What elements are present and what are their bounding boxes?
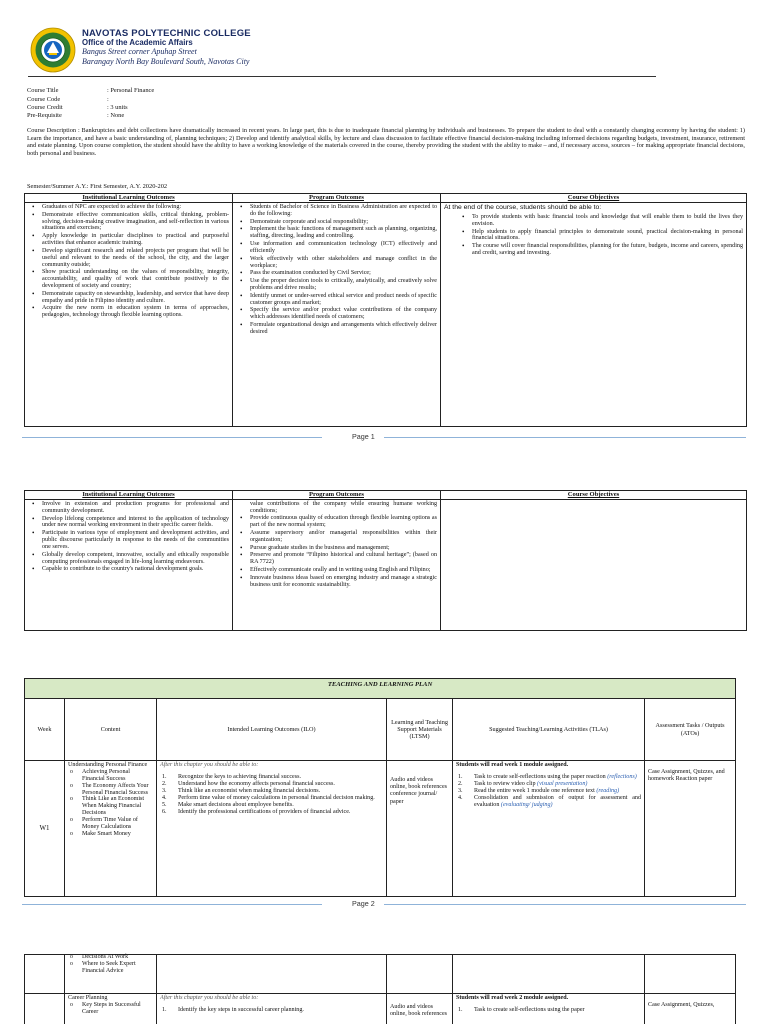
ilo-intro: After this chapter you should be able to: [160, 762, 259, 768]
college-seal-logo [30, 27, 76, 73]
ilo-header: Intended Learning Outcomes (ILO) [157, 699, 387, 761]
list-item: 2. Task to review video clip (visual presentation) [458, 781, 588, 788]
ilo-intro: After this chapter you should be able to: [160, 995, 259, 1001]
content-title: Career Planning [68, 995, 108, 1001]
ltsm-cell: Audio and videos online, book references [387, 994, 453, 1024]
course-credit-row [27, 104, 128, 112]
list-item: • Help students to apply financial principles to demonstrate sound, practical decision-making in personal financial situations. [458, 229, 743, 243]
ilo-cell [157, 994, 387, 1024]
at-cell: Case Assignment, Quizzes, and homework Reaction paper [645, 761, 736, 897]
list-item: • Work effectively with other stakeholders and manage conflict in the workplace; [236, 256, 437, 270]
page-separator-1 [22, 434, 746, 442]
co-cell-empty [441, 500, 747, 631]
at-header: Assessment Tasks / Outputs (ATOs) [645, 699, 736, 761]
ilo-cell [157, 761, 387, 897]
tla-header: Suggested Teaching/Learning Activities (TLAs) [453, 699, 645, 761]
list-item: • Graduates of NPC are expected to achieve the following: [28, 204, 229, 211]
list-item: 1. Recognize the keys to achieving financial success. [162, 774, 302, 781]
course-title-label: Course Title [27, 87, 59, 94]
list-item: 2. Understand how the economy affects personal financial success. [162, 781, 335, 788]
list-item: • Innovate business ideas based on emerging industry and manage a strategic business unit for economic sustainability. [236, 575, 437, 589]
list-item: • Show practical understanding on the values of responsibility, integrity, accountability, and quality of work that contribute positively to the development of society and country; [28, 269, 229, 289]
page-number: Page 2 [352, 899, 375, 908]
list-item: • Globally develop competent, innovative, socially and ethically responsible computing professionals engaged in life-long learning endeavours. [28, 552, 229, 566]
outcomes-table-page1 [24, 193, 747, 427]
po-list [236, 515, 437, 588]
list-item: 1. Task to create self-reflections using the paper [458, 1007, 585, 1014]
content-list [68, 954, 153, 974]
tla-cell [453, 955, 645, 994]
co-intro: At the end of the course, students should be able to: [444, 204, 602, 211]
list-item: • Formulate organizational design and arrangements which effectively deliver desired [236, 322, 437, 336]
ltsm-header: Learning and Teaching Support Materials (LTSM) [387, 699, 453, 761]
list-item: 3. Read the entire week 1 module one reference text (reading) [458, 788, 620, 795]
content-cell [65, 955, 157, 994]
content-list [68, 1002, 153, 1016]
list-item: • Use the proper decision tools to critically, analytically, and creatively solve problems and drive results; [236, 278, 437, 292]
list-item: o Think Like an Economist When Making Financial Decisions [68, 796, 153, 816]
course-credit-value: : 3 units [107, 104, 128, 111]
co-cell [441, 203, 747, 427]
list-item: 6. Identify the professional certifications of providers of financial advice. [162, 809, 351, 816]
co-list [444, 214, 743, 257]
week-cell [25, 955, 65, 994]
co-header: Course Objectives [441, 491, 747, 500]
tla-cell [453, 994, 645, 1024]
ilo-cell [25, 203, 233, 427]
list-item: 4. Perform time value of money calculations in personal financial decision making. [162, 795, 375, 802]
list-item: 1. Identify the key steps in successful career planning. [162, 1007, 304, 1014]
content-title: Understanding Personal Finance [68, 762, 148, 768]
tla-intro: Students will read week 2 module assigned. [456, 995, 569, 1001]
office-name: Office of the Academic Affairs [82, 38, 193, 47]
po-continuation: value contributions of the company while ensuring humane working conditions; [250, 501, 437, 515]
tla-list [456, 774, 641, 809]
list-item: • Develop lifelong competence and interest to the application of technology under new normal working environment in their specific career fields. [28, 516, 229, 530]
list-item: • Pursue graduate studies in the business and management; [236, 545, 437, 552]
list-item: • Participate in various type of employment and development activities, and public discourse particularly in response to the needs of the communities one serves. [28, 530, 229, 550]
separator-line [22, 437, 322, 438]
list-item: • Demonstrate corporate and social responsibility; [236, 219, 437, 226]
content-list [68, 769, 153, 837]
header-divider [28, 76, 656, 77]
po-cell [233, 203, 441, 427]
table-row [25, 761, 736, 897]
ilo-list [28, 501, 229, 573]
at-cell [645, 955, 736, 994]
teaching-plan-table [24, 678, 736, 897]
list-item: • Specify the service and/or product value contributions of the company which addresses identified needs of customers; [236, 307, 437, 321]
prereq-label: Pre-Requisite [27, 112, 62, 119]
list-item: • Demonstrate effective communication skills, critical thinking, problem-solving, decision-making creative imagination, and self-reflection in various situations and exercises; [28, 212, 229, 232]
po-list [236, 204, 437, 336]
course-title-value: : Personal Finance [107, 87, 155, 94]
outcomes-table-page2 [24, 490, 747, 631]
ilo-list [160, 1007, 383, 1014]
list-item: o Decisions At Work [68, 954, 153, 961]
table-row [25, 955, 736, 994]
ilo-list [160, 774, 383, 816]
list-item: o Where to Seek Expert Financial Advice [68, 961, 153, 975]
ilo-list [28, 204, 229, 319]
list-item: • Assume supervisory and/or managerial responsibilities within their organization; [236, 530, 437, 544]
content-cell [65, 994, 157, 1024]
address-line-2: Barangay North Bay Boulevard South, Navotas City [82, 57, 250, 66]
list-item: • Develop significant research and related projects per program that will be useful and relevant to the needs of the school, the city, and the larger community outside; [28, 248, 229, 268]
prereq-value: : None [107, 112, 125, 119]
ilo-cell [157, 955, 387, 994]
course-code-value: : [107, 96, 109, 103]
address-line-1: Bangus Street corner Apuhap Street [82, 47, 197, 56]
list-item: • Use information and communication technology (ICT) effectively and efficiently [236, 241, 437, 255]
tla-cell [453, 761, 645, 897]
prereq-row [27, 112, 124, 120]
list-item: o Key Steps in Successful Career [68, 1002, 153, 1016]
ilo-header: Institutional Learning Outcomes [25, 491, 233, 500]
separator-line [384, 437, 746, 438]
list-item: • Effectively communicate orally and in writing using English and Filipino; [236, 567, 437, 574]
list-item: 3. Think like an economist when making financial decisions. [162, 788, 321, 795]
ltsm-cell: Audio and videos online, book references conference journal/ paper [387, 761, 453, 897]
list-item: o Achieving Personal Financial Success [68, 769, 153, 783]
list-item: o The Economy Affects Your Personal Financial Success [68, 783, 153, 797]
teaching-plan-table-continued [24, 954, 736, 1024]
separator-line [384, 904, 746, 905]
list-item: • Apply knowledge in particular disciplines to practical and purposeful activities that enhance academic training. [28, 233, 229, 247]
list-item: 4. Consolidation and submission of output for assessment and evaluation (evaluating/ judging) [458, 795, 641, 809]
list-item: • The course will cover financial responsibilities, planning for the future, budgets, income and careers, spending and credit, saving and investing. [458, 243, 743, 257]
list-item: • Provide continuous quality of education through flexible learning options as part of the new normal system; [236, 515, 437, 529]
list-item: • Pass the examination conducted by Civil Service; [236, 270, 437, 277]
list-item: • To provide students with basic financial tools and knowledge that will enable them to build the lives they envision. [458, 214, 743, 228]
list-item: • Students of Bachelor of Science in Business Administration are expected to do the following: [236, 204, 437, 218]
tla-intro: Students will read week 1 module assigned. [456, 762, 569, 768]
po-cell [233, 500, 441, 631]
co-header: Course Objectives [441, 194, 747, 203]
ilo-header: Institutional Learning Outcomes [25, 194, 233, 203]
content-cell [65, 761, 157, 897]
list-item: • Preserve and promote “Filipino historical and cultural heritage”; (based on RA 7722) [236, 552, 437, 566]
ilo-cell [25, 500, 233, 631]
po-header: Program Outcomes [233, 194, 441, 203]
course-credit-label: Course Credit [27, 104, 63, 111]
ltsm-cell [387, 955, 453, 994]
separator-line [22, 904, 322, 905]
list-item: • Capable to contribute to the country's national development goals. [28, 566, 229, 573]
week-cell [25, 994, 65, 1024]
page-separator-2 [22, 901, 746, 909]
week-cell: W1 [25, 761, 65, 897]
at-cell: Case Assignment, Quizzes, [645, 994, 736, 1024]
list-item: o Make Smart Money [68, 831, 153, 838]
po-header: Program Outcomes [233, 491, 441, 500]
tla-list [456, 1007, 641, 1014]
course-code-label: Course Code [27, 96, 61, 103]
list-item: • Identify unmet or under-served ethical service and product needs of specific customer groups and market; [236, 293, 437, 307]
list-item: • Acquire the new norm in education system in terms of approaches, pedagogies, technology through flexible learning options. [28, 305, 229, 319]
course-title-row [27, 87, 154, 95]
course-code-row [27, 96, 109, 104]
semester-line: Semester/Summer A.Y.: First Semester, A.Y. 2020-202 [27, 183, 168, 190]
list-item: 5. Make smart decisions about employee benefits. [162, 802, 294, 809]
content-header: Content [65, 699, 157, 761]
list-item: • Implement the basic functions of management such as planning, organizing, staffing, directing, leading and controlling. [236, 226, 437, 240]
list-item: 1. Task to create self-reflections using the paper reaction (reflections) [458, 774, 637, 781]
list-item: • Demonstrate capacity on stewardship, leadership, and service that have deep empathy and pride in Filipino identity and culture. [28, 291, 229, 305]
list-item: o Perform Time Value of Money Calculations [68, 817, 153, 831]
page-number: Page 1 [352, 432, 375, 441]
week-header: Week [25, 699, 65, 761]
table-row [25, 994, 736, 1024]
college-name: NAVOTAS POLYTECHNIC COLLEGE [82, 28, 251, 39]
course-description: Course Description : Bankruptcies and debt collections have dramatically increased in recent years. In large part, this is due to inadequate financial planning by individuals and businesses. To prepare the student to deal with a constantly changing economy by having the student: 1) Learn the importance, and have a basic understanding of, planning techniques; 2) Develop and identify analytical skills, by lecture and class discussion to facilitate effective financial decision-making including informed decisions regarding budgets, investment, insurance, retirement and estate planning. Upon course completion, the student should have the ability to have a working knowledge of the materials covered in the course, thereby providing the student with the ability to make – and, if necessary access, sources – for making appropriate financial decisions, both personal and business. [27, 127, 745, 157]
plan-title: TEACHING AND LEARNING PLAN [25, 679, 736, 699]
list-item: • Involve in extension and production programs for professional and community development. [28, 501, 229, 515]
